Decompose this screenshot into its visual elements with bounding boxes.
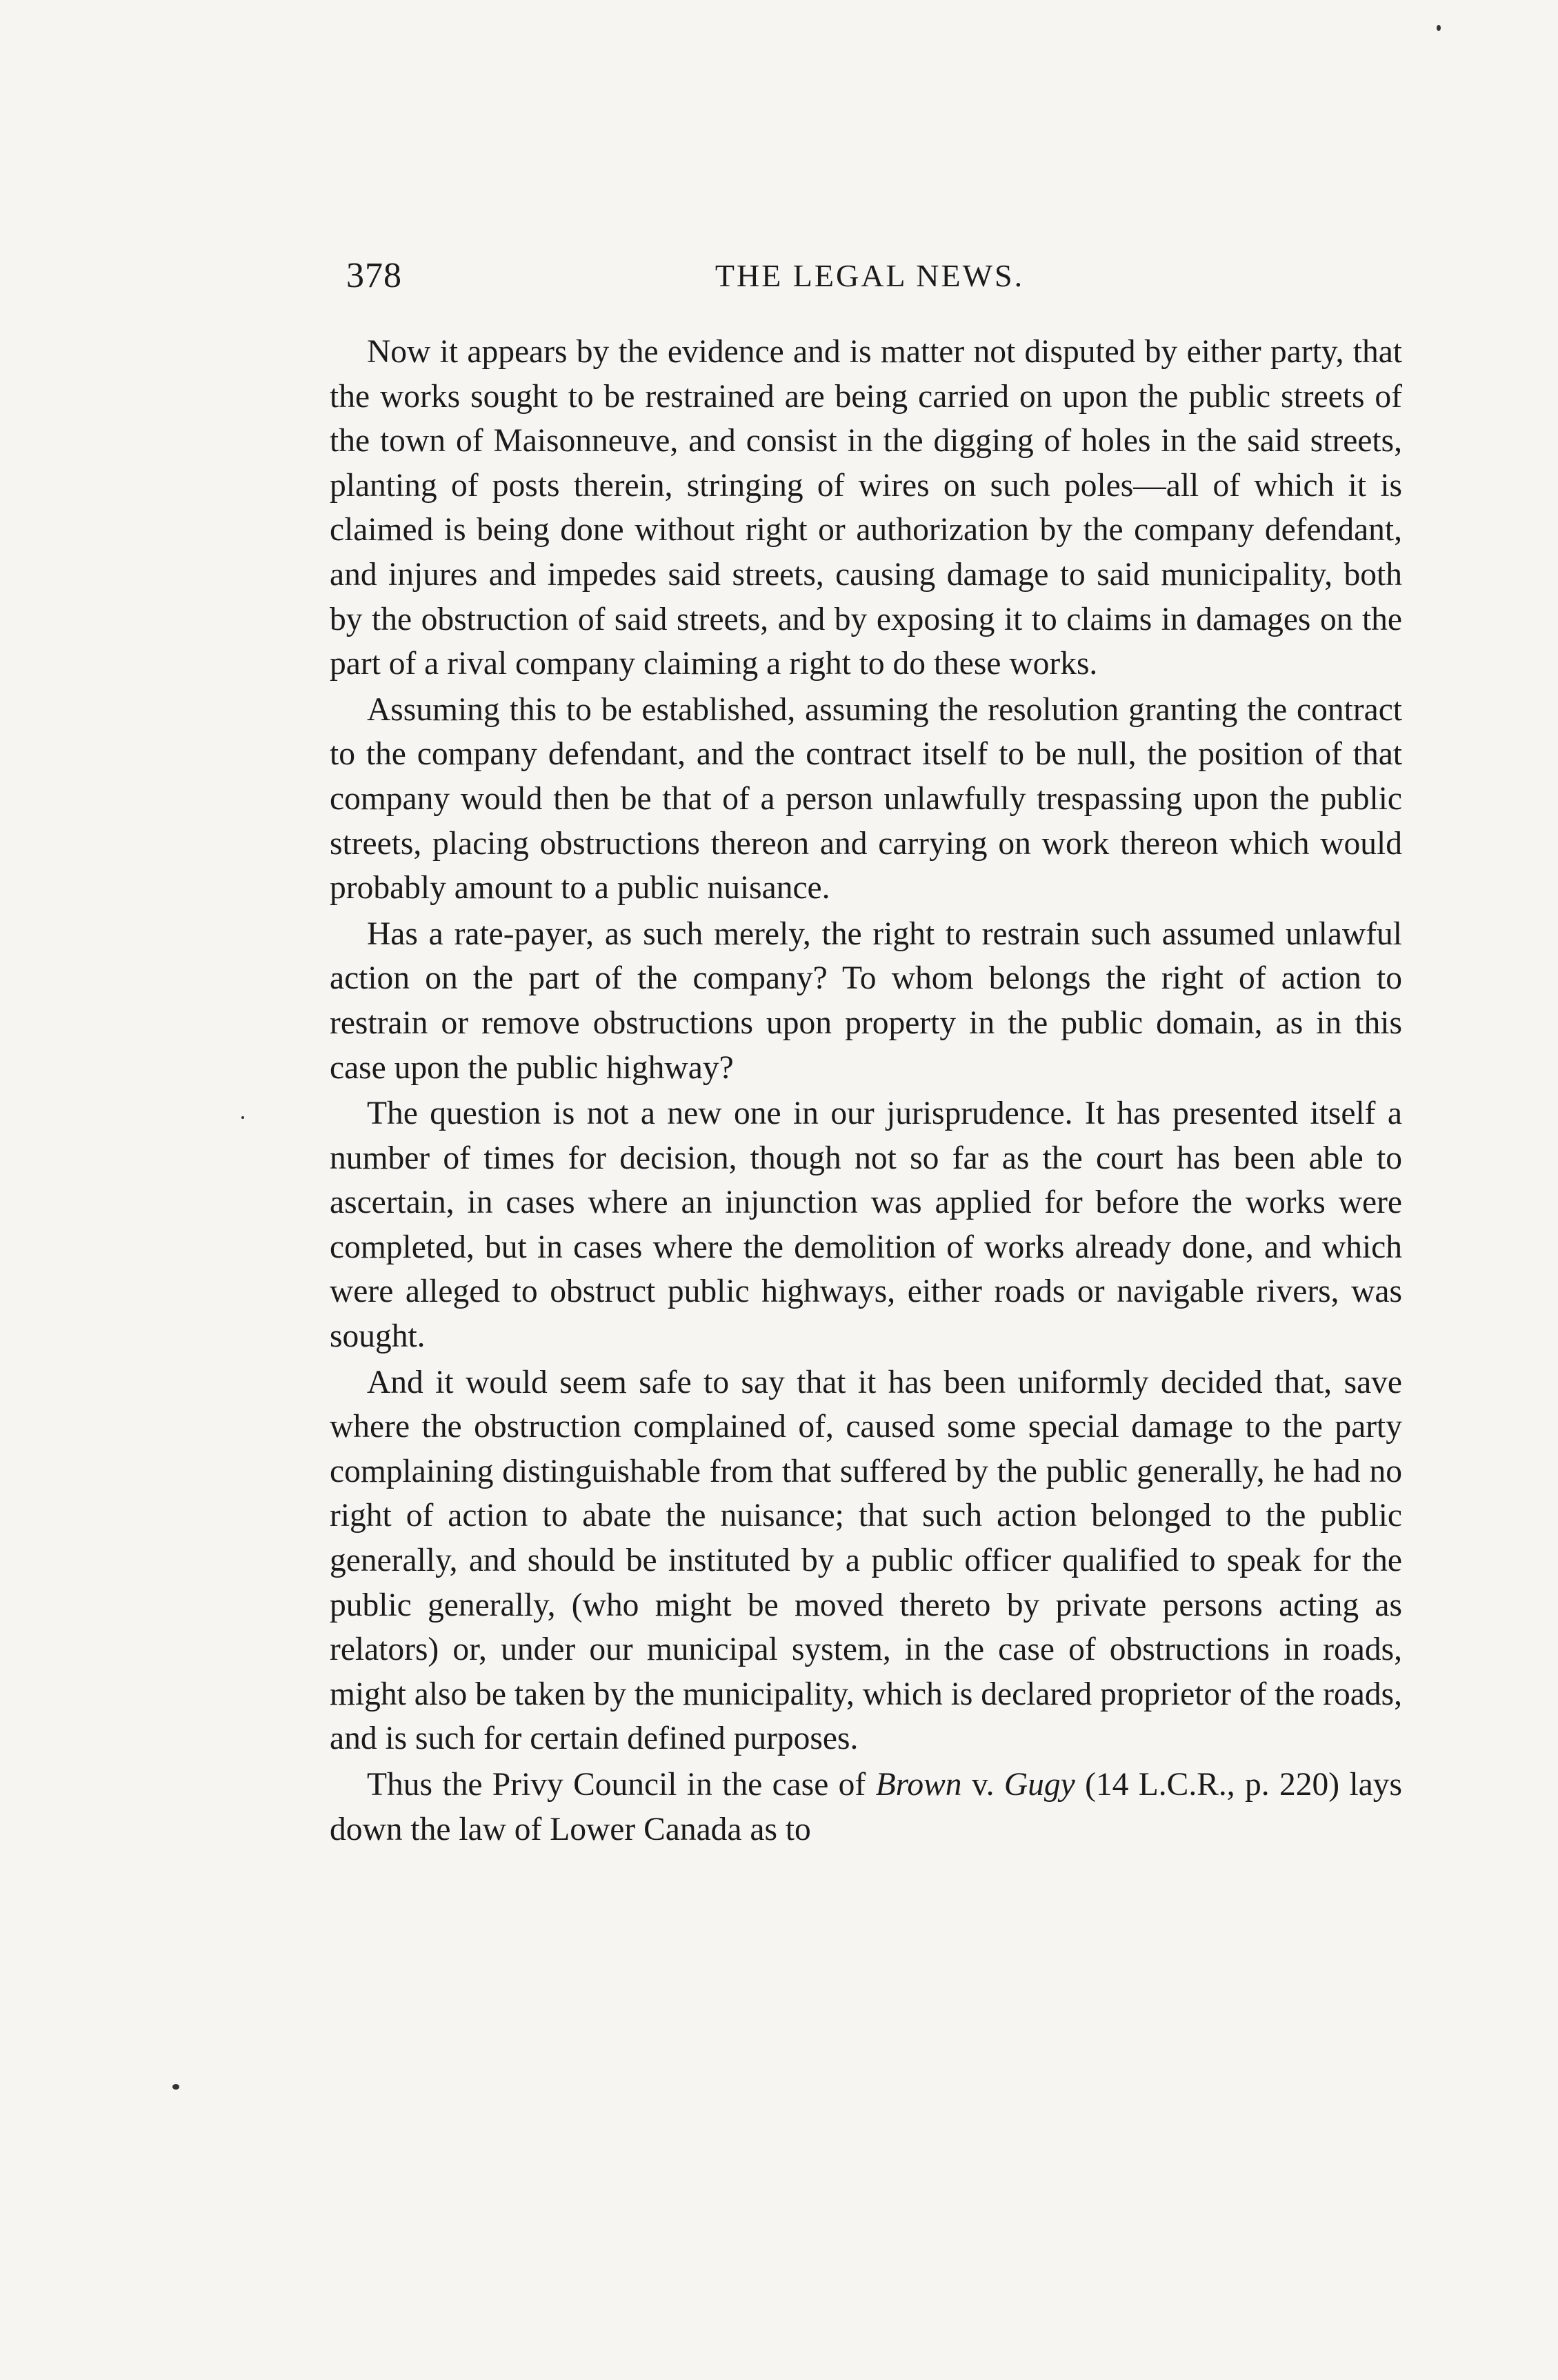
scan-speck-top [1437, 25, 1441, 31]
versus-text: v. [961, 1767, 1004, 1803]
paragraph-jurisprudence: The question is not a new one in our jurisprudence. It has presented itself a number of times for decision, though not so far as the court has been able to ascertain, in cases where an injunction was applied for before the works were completed, but in cases where the demolition of works already done, and which were alleged to obstruct public highways, either roads or navigable rivers, was sought. [330, 1095, 1402, 1355]
scan-speck-margin [241, 1116, 244, 1119]
paragraph-evidence: Now it appears by the evidence and is matter not disputed by either party, that the works sought to be restrained are being carried on upon the public streets of the town of Maisonneuve, and consist in the digging of holes in the said streets, planting of posts therein, stringing of wires on such poles—all of which it is claimed is being done without right or authorization by the company defendant, and injures and impedes said streets, causing damage to said municipality, both by the obstruction of said streets, and by exposing it to claims in damages on the part of a rival company claiming a right to do these works. [330, 334, 1402, 682]
case-name-brown: Brown [875, 1767, 962, 1803]
citation-lead-text: Thus the Privy Council in the case of [367, 1767, 876, 1803]
case-name-gugy: Gugy [1003, 1767, 1075, 1803]
running-title: THE LEGAL NEWS. [715, 258, 1025, 293]
scan-speck-lower [172, 2084, 179, 2090]
paragraph-privy-council [330, 1763, 1402, 1852]
paragraph-ratepayer-question: Has a rate-payer, as such merely, the right to restrain such assumed unlawful action on the part of the company? To whom belongs the right of action to restrain or remove obstructions upon property in the public domain, as in this case upon the public highway? [330, 915, 1402, 1086]
page-number: 378 [346, 256, 402, 295]
paragraph-uniform-decision: And it would seem safe to say that it has been uniformly decided that, save where the obstruction complained of, caused some special damage to the party complaining distinguishable from that suffered by the public generally, he had no right of action to abate the nuisance; that such action belonged to the public generally, and should be instituted by a public officer qualified to speak for the public generally, (who might be moved thereto by private persons acting as relators) or, under our municipal system, in the case of obstructions in roads, might also be taken by the municipality, which is declared proprietor of the roads, and is such for certain defined purposes. [330, 1364, 1402, 1757]
citation-trailing-text: (14 L.C.R., p. 220) lays down the law of Lower Canada as to [330, 1767, 1402, 1847]
paragraph-assumption: Assuming this to be established, assuming the resolution granting the contract to the company defendant, and the contract itself to be null, the position of that company would then be that of a person unlawfully trespassing upon the public streets, placing obstructions thereon and carrying on work thereon which would probably amount to a public nuisance. [330, 691, 1402, 906]
body-text [330, 330, 1402, 1853]
page-header [346, 255, 1395, 317]
